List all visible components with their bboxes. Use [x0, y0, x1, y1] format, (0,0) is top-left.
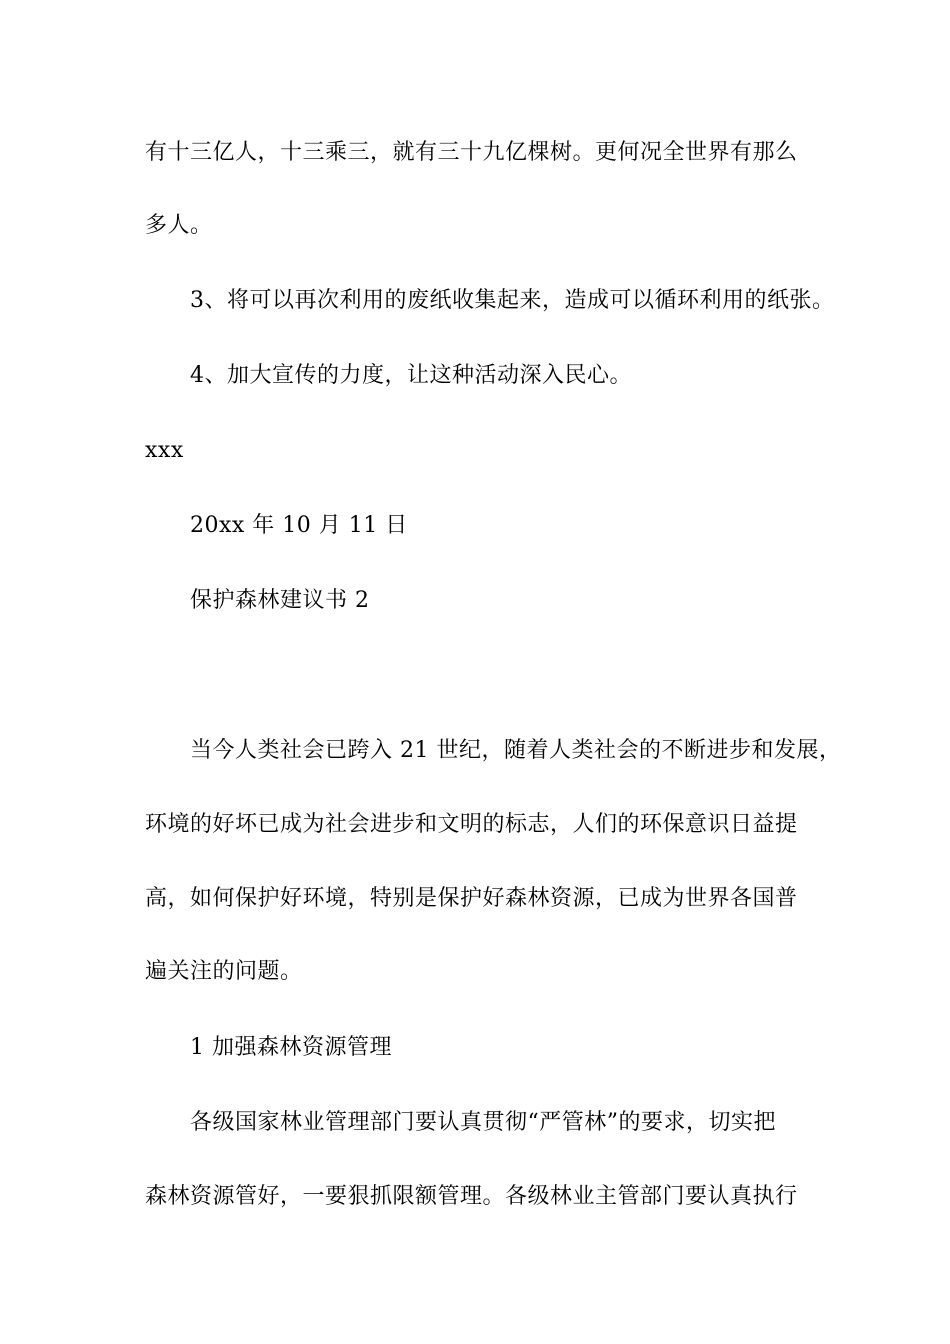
paragraph-line: 有十三亿人，十三乘三，就有三十九亿棵树。更何况全世界有那么	[145, 140, 798, 165]
list-item-3: 3、将可以再次利用的废纸收集起来，造成可以循环利用的纸张。	[190, 288, 835, 313]
signature-name: xxx	[145, 438, 184, 463]
paragraph-line: 高，如何保护好环境，特别是保护好森林资源，已成为世界各国普	[145, 886, 798, 911]
section-title: 保护森林建议书 2	[190, 588, 370, 613]
list-item-4: 4、加大宣传的力度，让这种活动深入民心。	[190, 363, 632, 388]
paragraph-line: 各级国家林业管理部门要认真贯彻“严管林”的要求，切实把	[190, 1110, 776, 1135]
subsection-heading: 1 加强森林资源管理	[190, 1035, 392, 1060]
paragraph-line: 森林资源管好，一要狠抓限额管理。各级林业主管部门要认真执行	[145, 1184, 798, 1209]
paragraph-line: 当今人类社会已跨入 21 世纪，随着人类社会的不断进步和发展，	[190, 738, 842, 763]
paragraph-line: 遍关注的问题。	[145, 959, 303, 984]
paragraph-line: 多人。	[145, 213, 213, 238]
signature-date: 20xx 年 10 月 11 日	[190, 513, 408, 538]
paragraph-line: 环境的好坏已成为社会进步和文明的标志，人们的环保意识日益提	[145, 812, 798, 837]
